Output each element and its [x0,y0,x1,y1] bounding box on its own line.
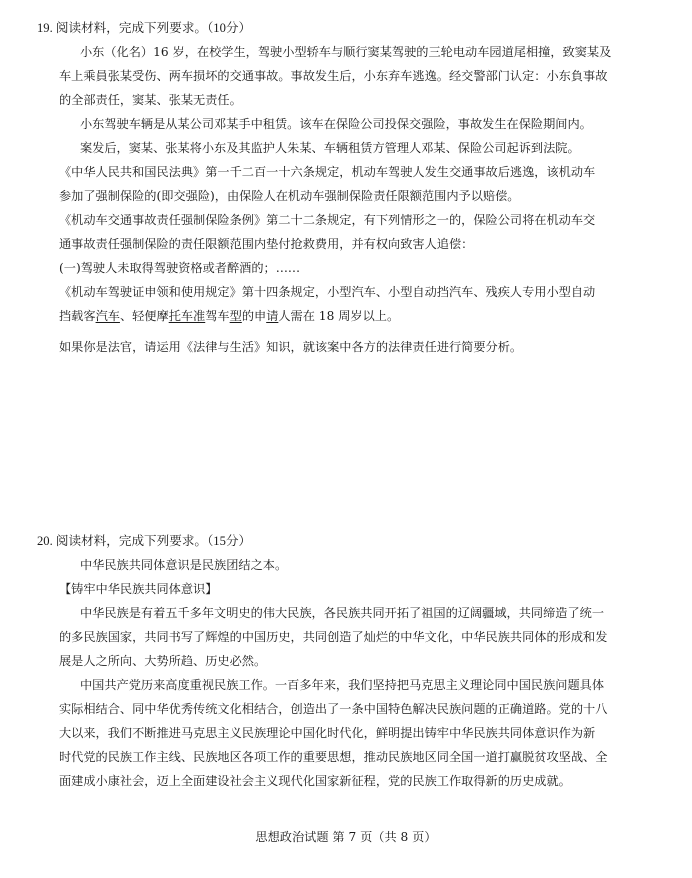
page-footer: 思想政治试题 第 7 页（共 8 页） [255,830,437,844]
q20-header: 20. 阅读材料，完成下列要求。（15分） [37,534,252,548]
q19-paragraph-line: 车上乘員张某受伤、两车损坏的交通事故。事故发生后，小东弃车逃逸。经交警部门认定：小东負事故 [59,69,608,83]
underlined-text: 汽车 [95,309,120,323]
q20-paragraph-line: 大以来，我们不断推进马克思主义民族理论中国化时代化，鲜明提出铸牢中华民族共同体意识作为新 [59,726,596,740]
q19-civil-code-quote: 《中华人民共和国民法典》第一千二百一十六条规定，机动车驾驶人发生交通事故后逃逸，该机动车 [59,165,596,179]
q20-paragraph-line: 展是人之所向、大势所趋、历史必然。 [59,654,267,668]
q20-paragraph-line: 时代党的民族工作主线、民族地区各项工作的重要思想，推动民族地区同全国一道打赢脱贫攻坚战、全 [59,750,608,764]
q19-license-regulation-quote [59,307,399,325]
q20-paragraph-line: 中国共产党历来高度重视民族工作。一百多年来，我们坚持把马克思主义理论同中国民族问题具体 [80,678,605,692]
text-segment: 、轻便摩 [119,309,169,323]
q20-intro: 中华民族共同体意识是民族团结之本。 [80,558,288,572]
q19-task: 如果你是法官，请运用《法律与生活》知识，就该案中各方的法律责任进行简要分析。 [59,340,523,354]
q19-insurance-regulation-quote: 《机动车交通事故责任强制保险条例》第二十二条规定，有下列情形之一的，保险公司将在机动车交 [59,213,596,227]
underlined-text: 请 [266,309,279,323]
text-segment: 驾车 [205,309,230,323]
text-segment: 人需在 18 周岁以上。 [278,309,400,323]
q20-subtitle: 【铸牢中华民族共同体意识】 [59,582,218,596]
q19-license-regulation-quote: 《机动车驾驶证申领和使用规定》第十四条规定，小型汽车、小型自动挡汽车、残疾人专用小型自动 [59,285,596,299]
underlined-text: 托车准 [168,309,206,323]
q19-civil-code-quote: 参加了强制保险的(即交强险)，由保险人在机动车强制保险责任限额范围内予以赔偿。 [59,189,520,203]
q19-regulation-item: (一)驾驶人未取得驾驶资格或者醉酒的；…… [59,261,301,275]
q19-header: 19. 阅读材料，完成下列要求。（10分） [37,21,252,35]
q19-paragraph-line: 小东（化名）16 岁，在校学生，驾驶小型轿车与顺行窦某驾驶的三轮电动车园道尾相撞，致窦某及 [80,45,612,59]
q19-paragraph-line: 小东驾驶车辆是从某公司邓某手中租赁。该车在保险公司投保交强险，事故发生在保险期间内。 [80,117,592,131]
underlined-text: 型 [229,309,242,323]
q19-paragraph-line: 的全部责任，窦某、张某无责任。 [59,93,242,107]
text-segment: 挡载客 [59,309,96,323]
text-segment: 的申 [241,309,267,323]
q20-paragraph-line: 实际相结合、同中华优秀传统文化相结合，创造出了一条中国特色解决民族问题的正确道路。党的十八 [59,702,608,716]
q20-paragraph-line: 面建成小康社会，迈上全面建设社会主义现代化国家新征程，党的民族工作取得新的历史成就。 [59,774,571,788]
q19-paragraph-line: 案发后，窦某、张某将小东及其监护人朱某、车辆租赁方管理人邓某、保险公司起诉到法院。 [80,141,580,155]
q20-paragraph-line: 的多民族国家，共同书写了辉煌的中国历史，共同创造了灿烂的中华文化，中华民族共同体的形成和发 [59,630,608,644]
q19-insurance-regulation-quote: 通事故责任强制保险的责任限额范围内垫付抢救费用，并有权向致害人追偿： [59,237,474,251]
q20-paragraph-line: 中华民族是有着五千多年文明史的伟大民族，各民族共同开拓了祖国的辽阔疆域，共同缔造了统一 [80,606,605,620]
